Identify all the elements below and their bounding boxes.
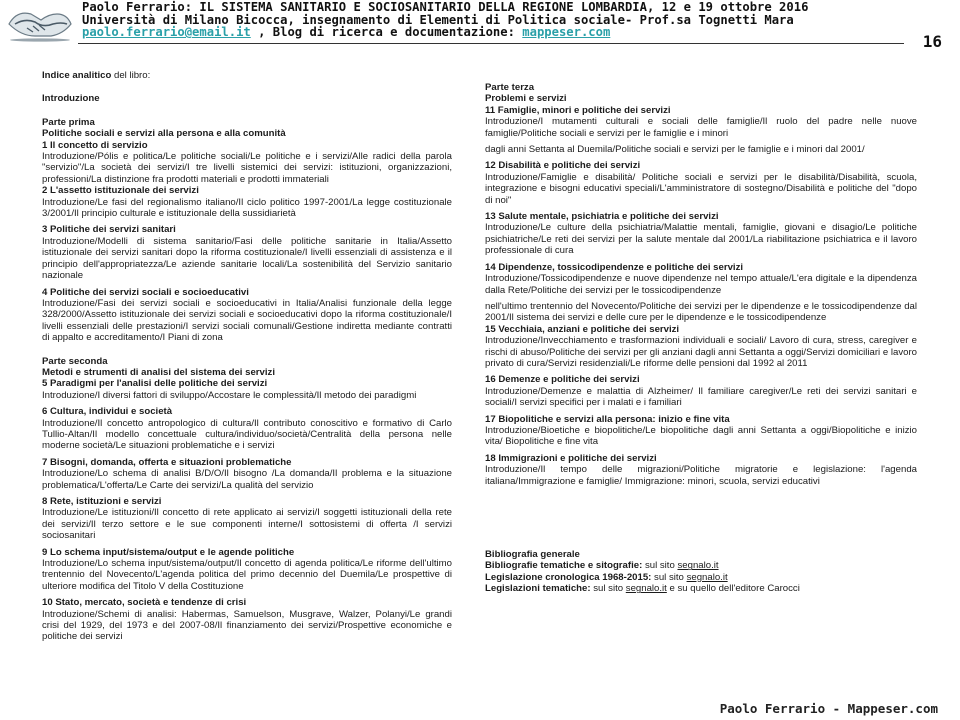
ch9-text: Introduzione/Lo schema input/sistema/output/Il concetto di agenda politica/Le riforme dell'ultimo trentennio del Novecento/L'agenda politica del primo decennio del Duemila/Le prospettive di ulteriore modifica del Titolo V della Costituzione	[42, 558, 452, 592]
ch7-text: Introduzione/Lo schema di analisi B/D/O/Il bisogno /La domanda/Il problema e la situazione problematica/L'offerta/Le Carte dei servizi/La qualità del servizio	[42, 468, 452, 491]
index-title: Indice analitico	[42, 70, 112, 81]
ch10-text: Introduzione/Schemi di analisi: Habermas, Samuelson, Musgrave, Walzer, Polanyi/Le grandi crisi del 1929, del 1973 e del 2007-08/Il finanziamento dei servizi/Prospettive economiche e politiche dei servizi	[42, 608, 452, 643]
email-link[interactable]: paolo.ferrario@email.it	[82, 25, 251, 40]
ch3-title: 3 Politiche dei servizi sanitari	[42, 224, 176, 236]
slide-header	[0, 0, 960, 50]
ch11-text-a: Introduzione/I mutamenti culturali e sociali delle famiglie/Il ruolo del padre nelle nuove famiglie/Politiche sociali e servizi per le famiglie e i minori	[485, 116, 917, 139]
ch18-text: Introduzione/Il tempo delle migrazioni/Politiche migratorie e legislazione: l'agenda italiana/Immigrazione e famiglie/ Immigrazione: minori, scuola, servizi educativi	[485, 464, 917, 487]
header-text	[82, 1, 808, 39]
ch16-text: Introduzione/Demenze e malattia di Alzheimer/ Il familiare caregiver/Le reti dei servizi sanitari e sociali/I servizi specifici per i malati e i familiari	[485, 385, 917, 409]
page-number: 16	[922, 32, 942, 51]
part2-title: Parte seconda	[42, 355, 108, 367]
ch16-title: 16 Demenze e politiche dei servizi	[485, 374, 640, 386]
ch15-text: Introduzione/Invecchiamento e trasformazioni individuali e sociali/ Lavoro di cura, stress, caregiver e rischi di abuso/Politiche dei servizi per gli anziani dagli anni Settanta a oggi/Servizi domiciliari e lavoro privato di cura/Servizi residenziali/Le riforme delle pensioni dal 1992 al 2011	[485, 335, 917, 369]
ch7-title: 7 Bisogni, domanda, offerta e situazioni problematiche	[42, 456, 292, 468]
header-line-2: Università di Milano Bicocca, insegnamento di Elementi di Politica sociale- Prof.sa Tognetti Mara	[82, 12, 794, 27]
ch5-title: 5 Paradigmi per l'analisi delle politiche dei servizi	[42, 378, 268, 390]
segnalo-link-2[interactable]: segnalo.it	[686, 571, 728, 583]
header-line-3	[82, 26, 808, 39]
ch17-text: Introduzione/Bioetiche e biopolitiche/Le biopolitiche dagli anni Settanta a oggi/Biopolitiche e inizio vita/ Biopolitiche e fine vita	[485, 424, 917, 448]
ch13-text: Introduzione/Le culture della psichiatria/Malattie mentali, famiglie, giovani e disagio/Le politiche psichiatriche/Le reti dei servizi per la salute mentale dal 2001/La riabilitazione psichiatrica e il lavoro professionale di cura	[485, 222, 917, 257]
ch8-text: Introduzione/Le istituzioni/Il concetto di rete applicato ai servizi/I soggetti istituzionali della rete dei servizi/Il terzo settore e le sue componenti interne/I sottosistemi di offerta /I servizi sociosanitari	[42, 507, 452, 542]
ch14-text-a: Introduzione/Tossicodipendenze e nuove dipendenze nel tempo attuale/L'era digitale e la dipendenza dalla Rete/Politiche dei servizi per le tossicodipendenze	[485, 273, 917, 296]
ch6-title: 6 Cultura, individui e società	[42, 406, 173, 418]
right-column	[485, 82, 917, 595]
blog-label: , Blog di ricerca e documentazione:	[250, 25, 523, 40]
ch12-title: 12 Disabilità e politiche dei servizi	[485, 160, 641, 172]
bib-line-3: Legislazioni tematiche: sul sito segnalo.it e su quello dell'editore Carocci	[485, 583, 800, 595]
part3-subtitle: Problemi e servizi	[485, 93, 567, 105]
bib-line-2: Legislazione cronologica 1968-2015: sul sito segnalo.it	[485, 571, 728, 583]
ch3-text: Introduzione/Modelli di sistema sanitario/Fasi delle politiche sanitarie in Italia/Assetto istituzionale dei servizi sanitari dopo la riforma costituzionale/I livelli essenziali di assistenza e il principio dell'appropriatezza/Le aziende sanitarie locali/La sostenibilità del Servizio sanitario nazionale	[42, 235, 452, 282]
ch14-title: 14 Dipendenze, tossicodipendenze e politiche dei servizi	[485, 261, 744, 273]
ch12-text: Introduzione/Famiglie e disabilità/ Politiche sociali e servizi per le disabilità/Disabilità, scuola, integrazione e bisogni educativi speciali/L'amministratore di sostegno/Disabilità e politiche del "dopo di noi"	[485, 171, 917, 206]
intro-heading: Introduzione	[42, 93, 100, 105]
ch4-title: 4 Politiche dei servizi sociali e socioeducativi	[42, 286, 249, 298]
bibliography	[485, 549, 917, 595]
bib-title: Bibliografia generale	[485, 549, 580, 560]
ch6-text: Introduzione/Il concetto antropologico di cultura/Il contributo conoscitivo e formativo di Carlo Tullio-Altan/Il modello concettuale cultura/individuo/società/Centralità della persona nelle moderne società/Le situazioni problematiche e i servizi	[42, 417, 452, 452]
ch18-title: 18 Immigrazioni e politiche dei servizi	[485, 452, 657, 464]
header-line-1: Paolo Ferrario: IL SISTEMA SANITARIO E SOCIOSANITARIO DELLA REGIONE LOMBARDIA, 12 e 19 ottobre 2016	[82, 0, 809, 14]
header-divider	[78, 43, 904, 44]
ch9-title: 9 Lo schema input/sistema/output e le agende politiche	[42, 546, 295, 558]
ch14-text-b: nell'ultimo trentennio del Novecento/Politiche dei servizi per le dipendenze e le tossicodipendenze dal 2001/Il sistema dei servizi e delle cure per le dipendenze e le tossicodipendenze	[485, 300, 917, 324]
left-column	[42, 70, 452, 643]
part1-subtitle: Politiche sociali e servizi alla persona e alla comunità	[42, 128, 286, 140]
ch11-title: 11 Famiglie, minori e politiche dei servizi	[485, 104, 671, 116]
ch15-title: 15 Vecchiaia, anziani e politiche dei servizi	[485, 323, 680, 335]
ch11-text-b: dagli anni Settanta al Duemila/Politiche sociali e servizi per le famiglie e i minori dal 2001/	[485, 144, 865, 156]
segnalo-link-1[interactable]: segnalo.it	[677, 560, 719, 572]
ch1-text: Introduzione/Pólis e politica/Le politiche sociali/Le politiche e i servizi/Alle radici della parola "servizio"/La società dei servizi/I tre livelli sistemici dei servizi: istituzioni, organizzazioni, professioni/La distinzione fra prodotti materiali e prodotti immateriali	[42, 151, 452, 185]
ch2-title: 2 L'assetto istituzionale dei servizi	[42, 185, 199, 197]
handshake-logo-icon	[5, 4, 75, 42]
ch13-title: 13 Salute mentale, psichiatria e politiche dei servizi	[485, 211, 719, 223]
ch10-title: 10 Stato, mercato, società e tendenze di crisi	[42, 597, 247, 609]
ch1-title: 1 Il concetto di servizio	[42, 139, 148, 151]
segnalo-link-3[interactable]: segnalo.it	[625, 583, 667, 595]
ch2-text: Introduzione/Le fasi del regionalismo italiano/Il ciclo politico 1997-2001/La legge costituzionale 3/2001/Il principio culturale e istituzionale della sussidiarietà	[42, 196, 452, 220]
ch5-text: Introduzione/I diversi fattori di sviluppo/Accostare le complessità/Il metodo dei paradigmi	[42, 389, 417, 401]
footer-credit: Paolo Ferrario - Mappeser.com	[719, 701, 938, 716]
site-link[interactable]: mappeser.com	[522, 25, 611, 40]
ch17-title: 17 Biopolitiche e servizi alla persona: inizio e fine vita	[485, 413, 730, 425]
bib-line-1: Bibliografie tematiche e sitografie: sul sito segnalo.it	[485, 560, 719, 572]
index-title-rest: del libro:	[111, 70, 151, 81]
ch4-text: Introduzione/Fasi dei servizi sociali e socioeducativi in Italia/Analisi funzionale della legge 328/2000/Assetto istituzionale dei servizi sociali e socioeducativi dopo la riforma costituzionale/I livelli essenziali delle prestazioni/I servizi sociali comunali/Gestione indiretta mediante contratti di appalto e accreditamento/I Piani di zona	[42, 297, 452, 344]
part1-title: Parte prima	[42, 116, 95, 128]
part3-title: Parte terza	[485, 82, 535, 93]
part2-subtitle: Metodi e strumenti di analisi del sistema dei servizi	[42, 366, 275, 378]
ch8-title: 8 Rete, istituzioni e servizi	[42, 496, 162, 507]
